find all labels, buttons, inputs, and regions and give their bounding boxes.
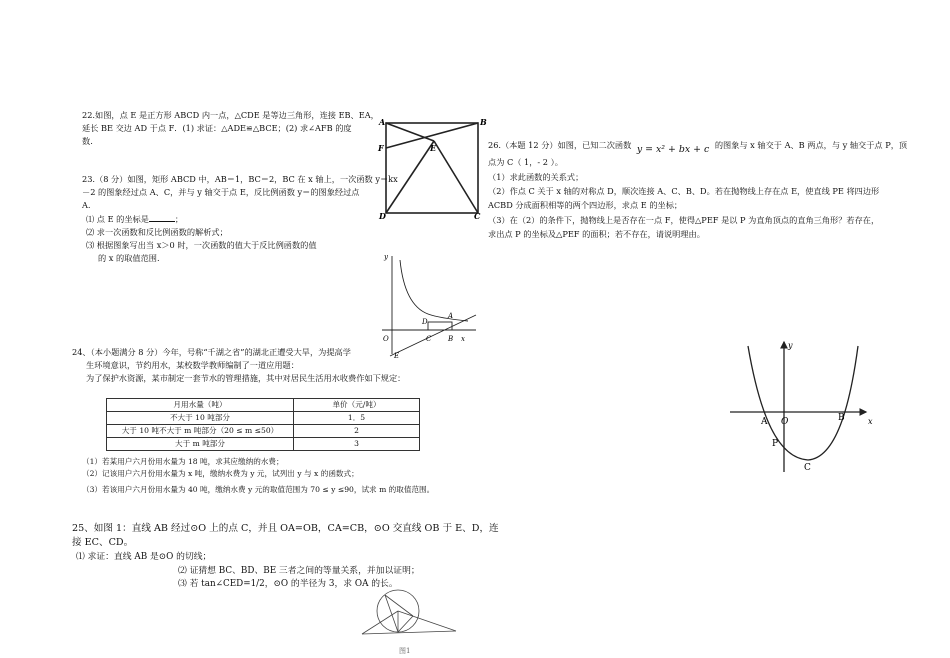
table-cell: 不大于 10 吨部分: [107, 412, 294, 425]
q26-line1-pre: 26.（本题 12 分）如图，已知二次函数: [488, 140, 632, 150]
q22-label-e: E: [430, 143, 437, 153]
table-cell: 1．5: [294, 412, 420, 425]
q26-sub3a: （3）在（2）的条件下，抛物线上是否存在一点 F，使得△PEF 是以 P 为直角顶点的直角三角形？若存在，: [488, 215, 880, 225]
q26-label-p: P: [772, 439, 779, 449]
q26-label-y: y: [788, 341, 793, 350]
q22-label-f: F: [378, 143, 384, 153]
q22-label-b: B: [480, 117, 487, 127]
q22-label-a: A: [379, 117, 386, 127]
table-cell: 3: [294, 438, 420, 451]
table-header-cell: 月用水量（吨）: [107, 399, 294, 412]
q23-label-x: x: [461, 335, 465, 343]
q23-sub1-end: ；: [174, 214, 184, 224]
q25-figure-caption: 图1: [399, 647, 411, 655]
q23-label-b: B: [448, 335, 454, 343]
water-fee-table: [106, 398, 420, 451]
q23-answer-blank: [149, 213, 175, 222]
q24-sub2: （2）记该用户六月份用水量为 x 吨，缴纳水费为 y 元，试列出 y 与 x 的函数式；: [82, 469, 359, 478]
q23-label-d: D: [422, 318, 428, 326]
q23-label-c: C: [426, 335, 432, 343]
q23-line1: 23.（8 分）如图，矩形 ABCD 中，AB＝1，BC＝2，BC 在 x 轴上，一次函数 y＝kx: [82, 174, 398, 184]
table-cell: 大于 10 吨不大于 m 吨部分（20 ≤ m ≤50）: [107, 425, 294, 438]
q23-sub1-text: ⑴ 点 E 的坐标是: [86, 214, 149, 224]
q26-parabola-figure: [726, 336, 882, 476]
q23-label-a: A: [448, 312, 454, 320]
table-cell: 大于 m 吨部分: [107, 438, 294, 451]
q26-line2: 点为 C（ 1，- 2 ）。: [488, 157, 563, 167]
q22-line3: 数.: [82, 136, 93, 146]
table-row: [107, 412, 420, 425]
q24-line2: 生环境意识，节约用水，某校数学教师编制了一道应用题：: [86, 360, 299, 370]
q26-label-a: A: [761, 417, 768, 427]
q26-sub2b: ACBD 分成面积相等的两个四边形，求点 E 的坐标；: [488, 200, 683, 210]
q23-sub3b: 的 x 的取值范围.: [98, 253, 160, 263]
q23-label-y: y: [384, 253, 388, 261]
q23-sub3: ⑶ 根据图象写出当 x＞0 时，一次函数的值大于反比例函数的值: [86, 240, 317, 250]
table-row: [107, 425, 420, 438]
q23-label-o: O: [383, 335, 389, 343]
table-cell: 2: [294, 425, 420, 438]
q23-sub1: [86, 213, 183, 225]
q23-graph-figure: [376, 250, 484, 360]
q26-label-o: O: [781, 417, 789, 427]
q26-sub1: （1）求此函数的关系式；: [488, 172, 584, 182]
q22-square-figure: [376, 115, 486, 221]
q22-line1: 22.如图，点 E 是正方形 ABCD 内一点，△CDE 是等边三角形，连接 EB、EA，: [82, 110, 379, 120]
q24-line3: 为了保护水资源，某市制定一套节水的管理措施，其中对居民生活用水收费作如下规定：: [86, 373, 406, 383]
q26-sub3b: 求出点 P 的坐标及△PEF 的面积；若不存在，请说明理由。: [488, 229, 705, 239]
table-header-cell: 单价（元/吨）: [294, 399, 420, 412]
q23-line3: A.: [82, 200, 91, 210]
q22-label-c: C: [474, 211, 481, 221]
table-header-row: [107, 399, 420, 412]
q26-sub2a: （2）作点 C 关于 x 轴的对称点 D，顺次连接 A、C、B、D。若在抛物线上存在点 E，使直线 PE 将四边形: [488, 186, 880, 196]
q25-line1: 25、如图 1：直线 AB 经过⊙O 上的点 C，并且 OA=OB，CA=CB，⊙O 交直线 OB 于 E、D，连: [72, 523, 499, 534]
q22-line2: 延长 BE 交边 AD 于点 F．(1) 求证：△ADE≌△BCE；(2) 求∠AFB 的度: [82, 123, 352, 133]
q25-circle-figure: [358, 586, 462, 642]
q26-line1: [488, 139, 908, 155]
q26-label-b: B: [838, 413, 845, 423]
q26-formula: y = x² + bx + c: [636, 144, 710, 155]
q23-label-e: E: [394, 352, 400, 360]
q23-line2: －2 的图象经过点 A、C，并与 y 轴交于点 E，反比例函数 y＝的图象经过点: [82, 187, 360, 197]
q25-sub1: ⑴ 求证：直线 AB 是⊙O 的切线；: [76, 552, 212, 562]
table-row: [107, 438, 420, 451]
q24-line1: 24、（本小题满分 8 分）今年，号称“千湖之省”的湖北正遭受大旱，为提高学: [72, 347, 351, 357]
q26-label-x: x: [868, 417, 873, 426]
q25-line2: 接 EC、CD。: [72, 537, 134, 548]
q24-sub1: （1）若某用户六月份用水量为 18 吨，求其应缴纳的水费；: [82, 457, 284, 466]
q22-label-d: D: [379, 211, 386, 221]
q26-label-c: C: [804, 463, 811, 473]
q24-sub3: （3）若该用户六月份用水量为 40 吨，缴纳水费 y 元的取值范围为 70 ≤ y ≤90，试求 m 的取值范围。: [82, 485, 435, 494]
q25-sub3: ⑶ 若 tan∠CED=1/2，⊙O 的半径为 3，求 OA 的长。: [178, 579, 398, 589]
q26-line1-post: 的图象与 x 轴交于 A、B 两点，与 y 轴交于点 P，顶: [714, 140, 908, 150]
q23-sub2: ⑵ 求一次函数和反比例函数的解析式；: [86, 227, 228, 237]
q25-sub2: ⑵ 证猜想 BC、BD、BE 三者之间的等量关系，并加以证明；: [178, 566, 420, 576]
